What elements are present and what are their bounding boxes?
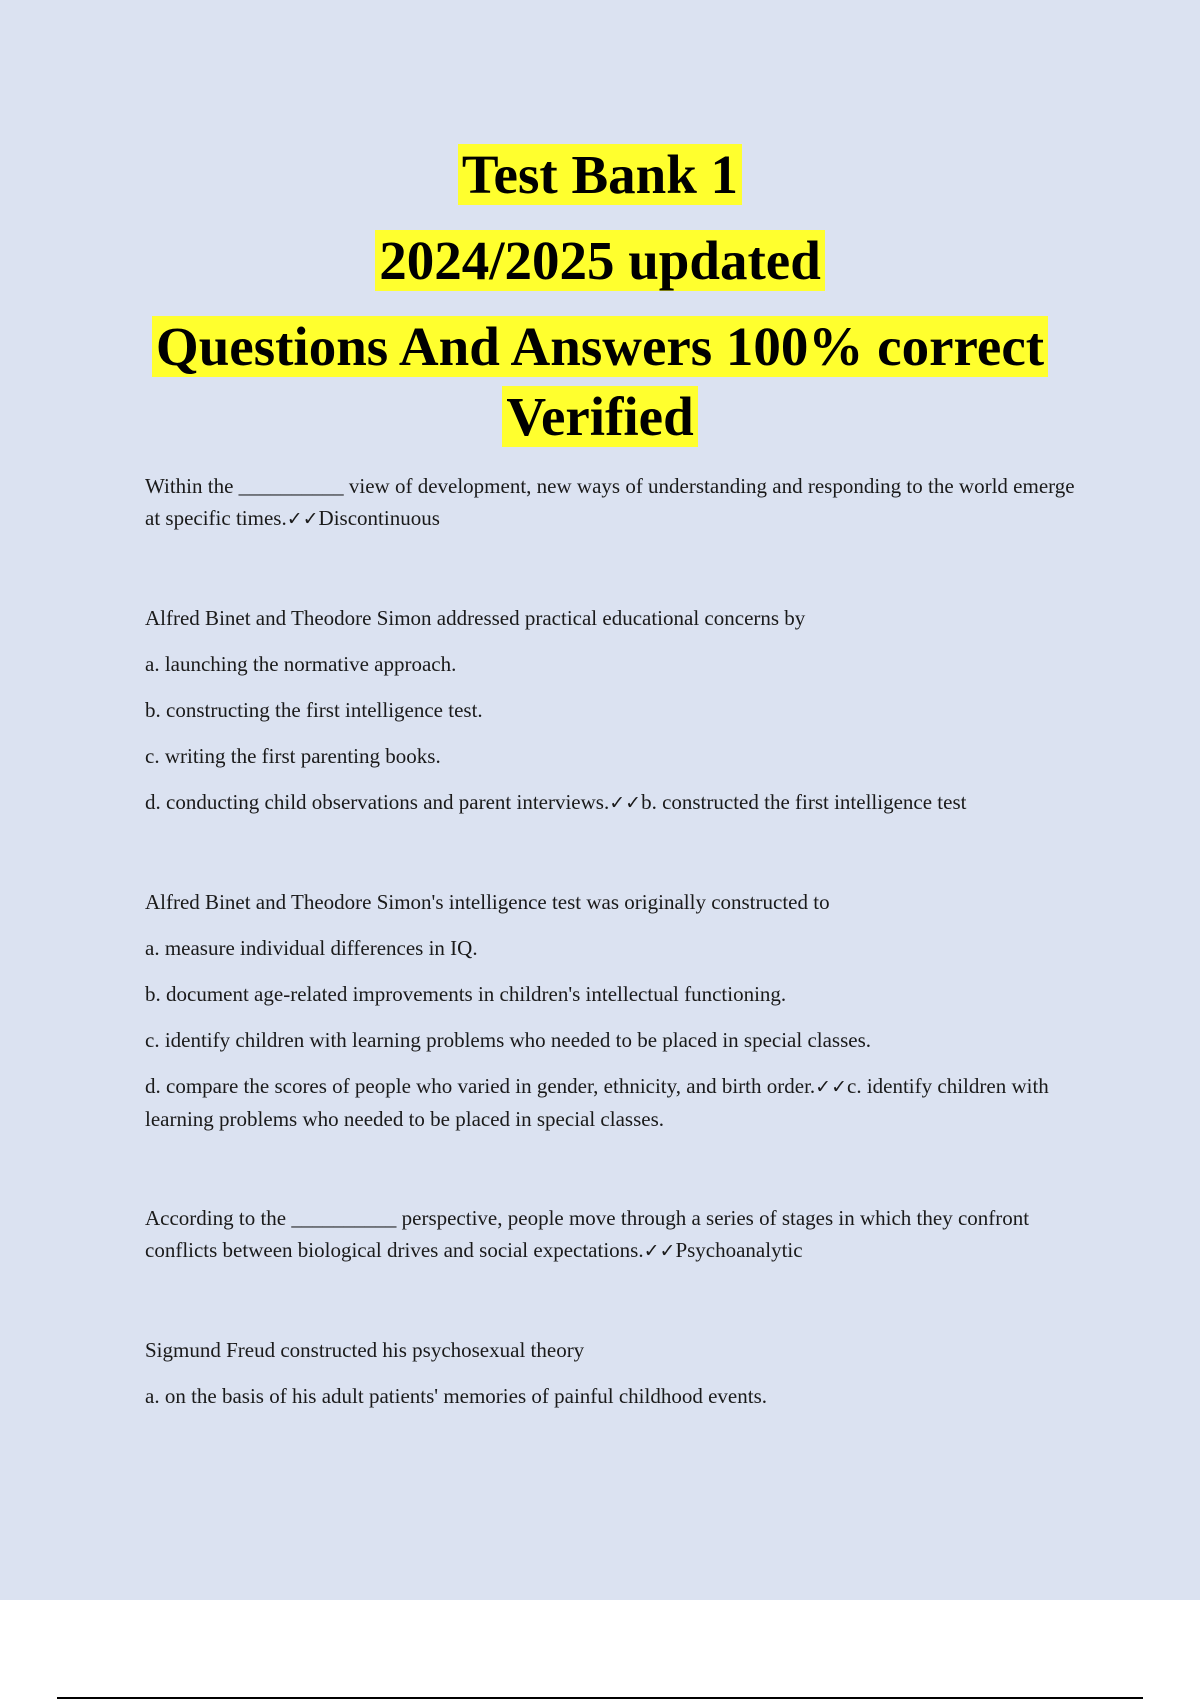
option-d-text: d. compare the scores of people who varied in gender, ethnicity, and birth order. — [145, 1074, 816, 1098]
question-list — [145, 470, 1075, 1479]
question-stem: Alfred Binet and Theodore Simon addressed practical educational concerns by — [145, 606, 806, 630]
title-line-2: 2024/2025 updated — [375, 230, 825, 291]
question-stem: Alfred Binet and Theodore Simon's intelligence test was originally constructed to — [145, 890, 830, 914]
option-a: a. on the basis of his adult patients' memories of painful childhood events. — [145, 1384, 767, 1408]
option-a: a. launching the normative approach. — [145, 652, 457, 676]
check-icon: ✓✓ — [286, 508, 319, 530]
question-item — [145, 602, 1075, 819]
question-item — [145, 470, 1075, 535]
question-text — [145, 1202, 1075, 1267]
option-a: a. measure individual differences in IQ. — [145, 936, 478, 960]
title-line-1: Test Bank 1 — [458, 144, 742, 205]
document-title — [0, 140, 1200, 468]
footer-divider — [57, 1697, 1143, 1699]
answer-text: Discontinuous — [318, 506, 440, 530]
question-item — [145, 886, 1075, 1135]
option-c: c. writing the first parenting books. — [145, 744, 441, 768]
option-b: b. constructing the first intelligence test. — [145, 698, 483, 722]
answer-text: c. identify children with learning problems who needed to be placed in special classes. — [145, 1074, 1049, 1131]
option-d — [145, 1070, 1075, 1135]
question-item — [145, 1202, 1075, 1267]
check-icon: ✓✓ — [609, 792, 642, 814]
question-stem: Within the __________ view of development, new ways of understanding and responding to the world emerge at specific times. — [145, 474, 1075, 530]
check-icon: ✓✓ — [643, 1240, 676, 1262]
answer-text: Psychoanalytic — [675, 1238, 803, 1262]
question-stem: Sigmund Freud constructed his psychosexual theory — [145, 1338, 585, 1362]
answer-text: b. constructed the first intelligence test — [641, 790, 967, 814]
check-icon: ✓✓ — [815, 1076, 847, 1098]
question-item — [145, 1334, 1075, 1412]
option-d-text: d. conducting child observations and parent interviews. — [145, 790, 610, 814]
option-d — [145, 786, 1075, 819]
question-stem: According to the __________ perspective, people move through a series of stages in which they confront conflicts between biological drives and social expectations. — [145, 1206, 1030, 1262]
option-c: c. identify children with learning problems who needed to be placed in special classes. — [145, 1028, 872, 1052]
title-line-4: Verified — [502, 386, 697, 447]
question-text — [145, 470, 1075, 535]
title-line-3: Questions And Answers 100% correct — [152, 316, 1048, 377]
option-b: b. document age-related improvements in children's intellectual functioning. — [145, 982, 787, 1006]
